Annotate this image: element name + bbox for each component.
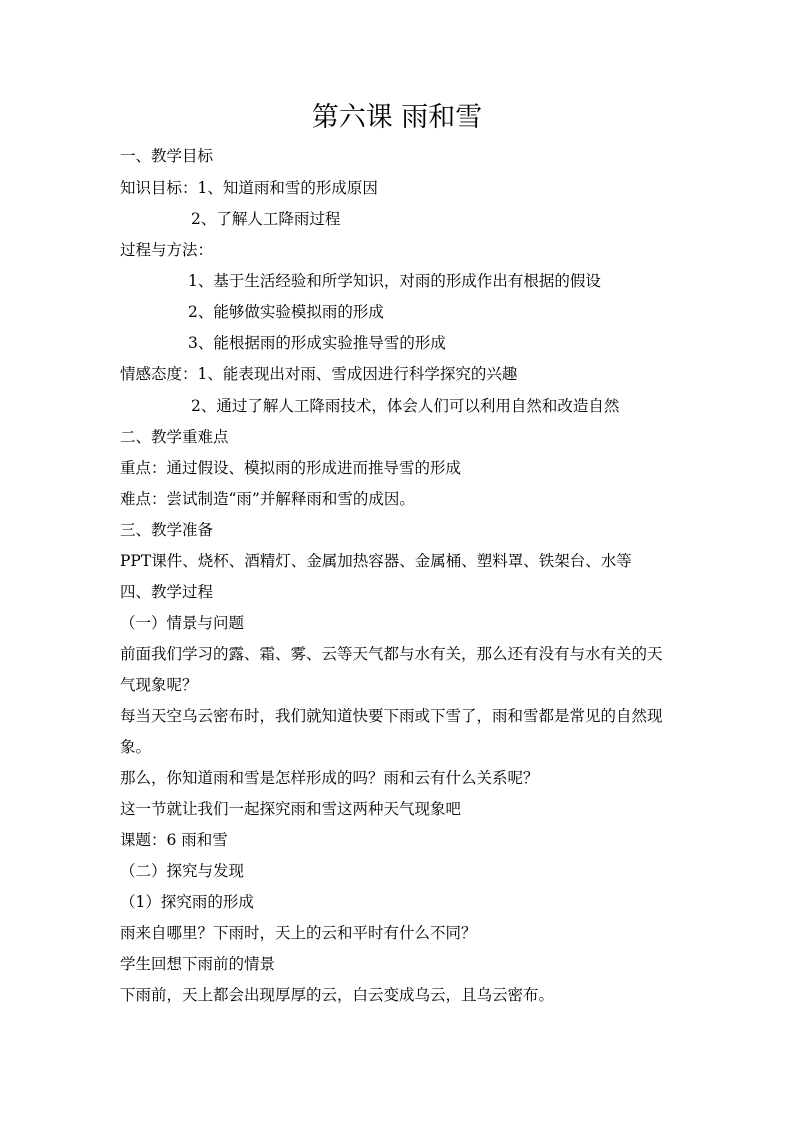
subsection-heading: （1）探究雨的形成 bbox=[120, 893, 254, 911]
text-line: 2、能够做实验模拟雨的形成 bbox=[188, 303, 384, 321]
text-line: 2、了解人工降雨过程 bbox=[191, 210, 341, 228]
section-heading-objectives: 一、教学目标 bbox=[120, 147, 214, 165]
text-line: 那么，你知道雨和雪是怎样形成的吗？雨和云有什么关系呢？ bbox=[120, 769, 539, 787]
text-line: 这一节就让我们一起探究雨和雪这两种天气现象吧 bbox=[120, 800, 462, 818]
subsection-heading: （一）情景与问题 bbox=[120, 614, 245, 632]
text-line: 下雨前，天上都会出现厚厚的云，白云变成乌云，且乌云密布。 bbox=[120, 986, 555, 1004]
subsection-heading: （二）探究与发现 bbox=[120, 862, 245, 880]
section-heading-process: 四、教学过程 bbox=[120, 583, 214, 601]
text-line: 气现象呢？ bbox=[120, 676, 198, 694]
section-heading-preparation: 三、教学准备 bbox=[120, 521, 214, 539]
section-heading-key-points: 二、教学重难点 bbox=[120, 428, 229, 446]
text-line: 学生回想下雨前的情景 bbox=[120, 955, 276, 973]
text-line: 雨来自哪里？下雨时，天上的云和平时有什么不同？ bbox=[120, 924, 477, 942]
text-line: 过程与方法： bbox=[120, 241, 214, 259]
text-line: 课题：6 雨和雪 bbox=[120, 831, 228, 849]
text-line: 情感态度：1、能表现出对雨、雪成因进行科学探究的兴趣 bbox=[120, 365, 518, 383]
text-line: 难点：尝试制造“雨”并解释雨和雪的成因。 bbox=[120, 490, 415, 508]
text-line: 每当天空乌云密布时，我们就知道快要下雨或下雪了，雨和雪都是常见的自然现 bbox=[120, 707, 663, 725]
text-line: 2、通过了解人工降雨技术，体会人们可以利用自然和改造自然 bbox=[191, 397, 620, 415]
text-line: 象。 bbox=[120, 738, 152, 756]
text-line: 1、基于生活经验和所学知识，对雨的形成作出有根据的假设 bbox=[188, 272, 601, 290]
text-line: 前面我们学习的露、霜、雾、云等天气都与水有关，那么还有没有与水有关的天 bbox=[120, 645, 663, 663]
text-line: PPT课件、烧杯、酒精灯、金属加热容器、金属桶、塑料罩、铁架台、水等 bbox=[120, 552, 632, 570]
text-line: 3、能根据雨的形成实验推导雪的形成 bbox=[188, 334, 446, 352]
text-line: 知识目标：1、知道雨和雪的形成原因 bbox=[120, 179, 378, 197]
page-title: 第六课 雨和雪 bbox=[311, 102, 483, 133]
text-line: 重点：通过假设、模拟雨的形成进而推导雪的形成 bbox=[120, 459, 462, 477]
